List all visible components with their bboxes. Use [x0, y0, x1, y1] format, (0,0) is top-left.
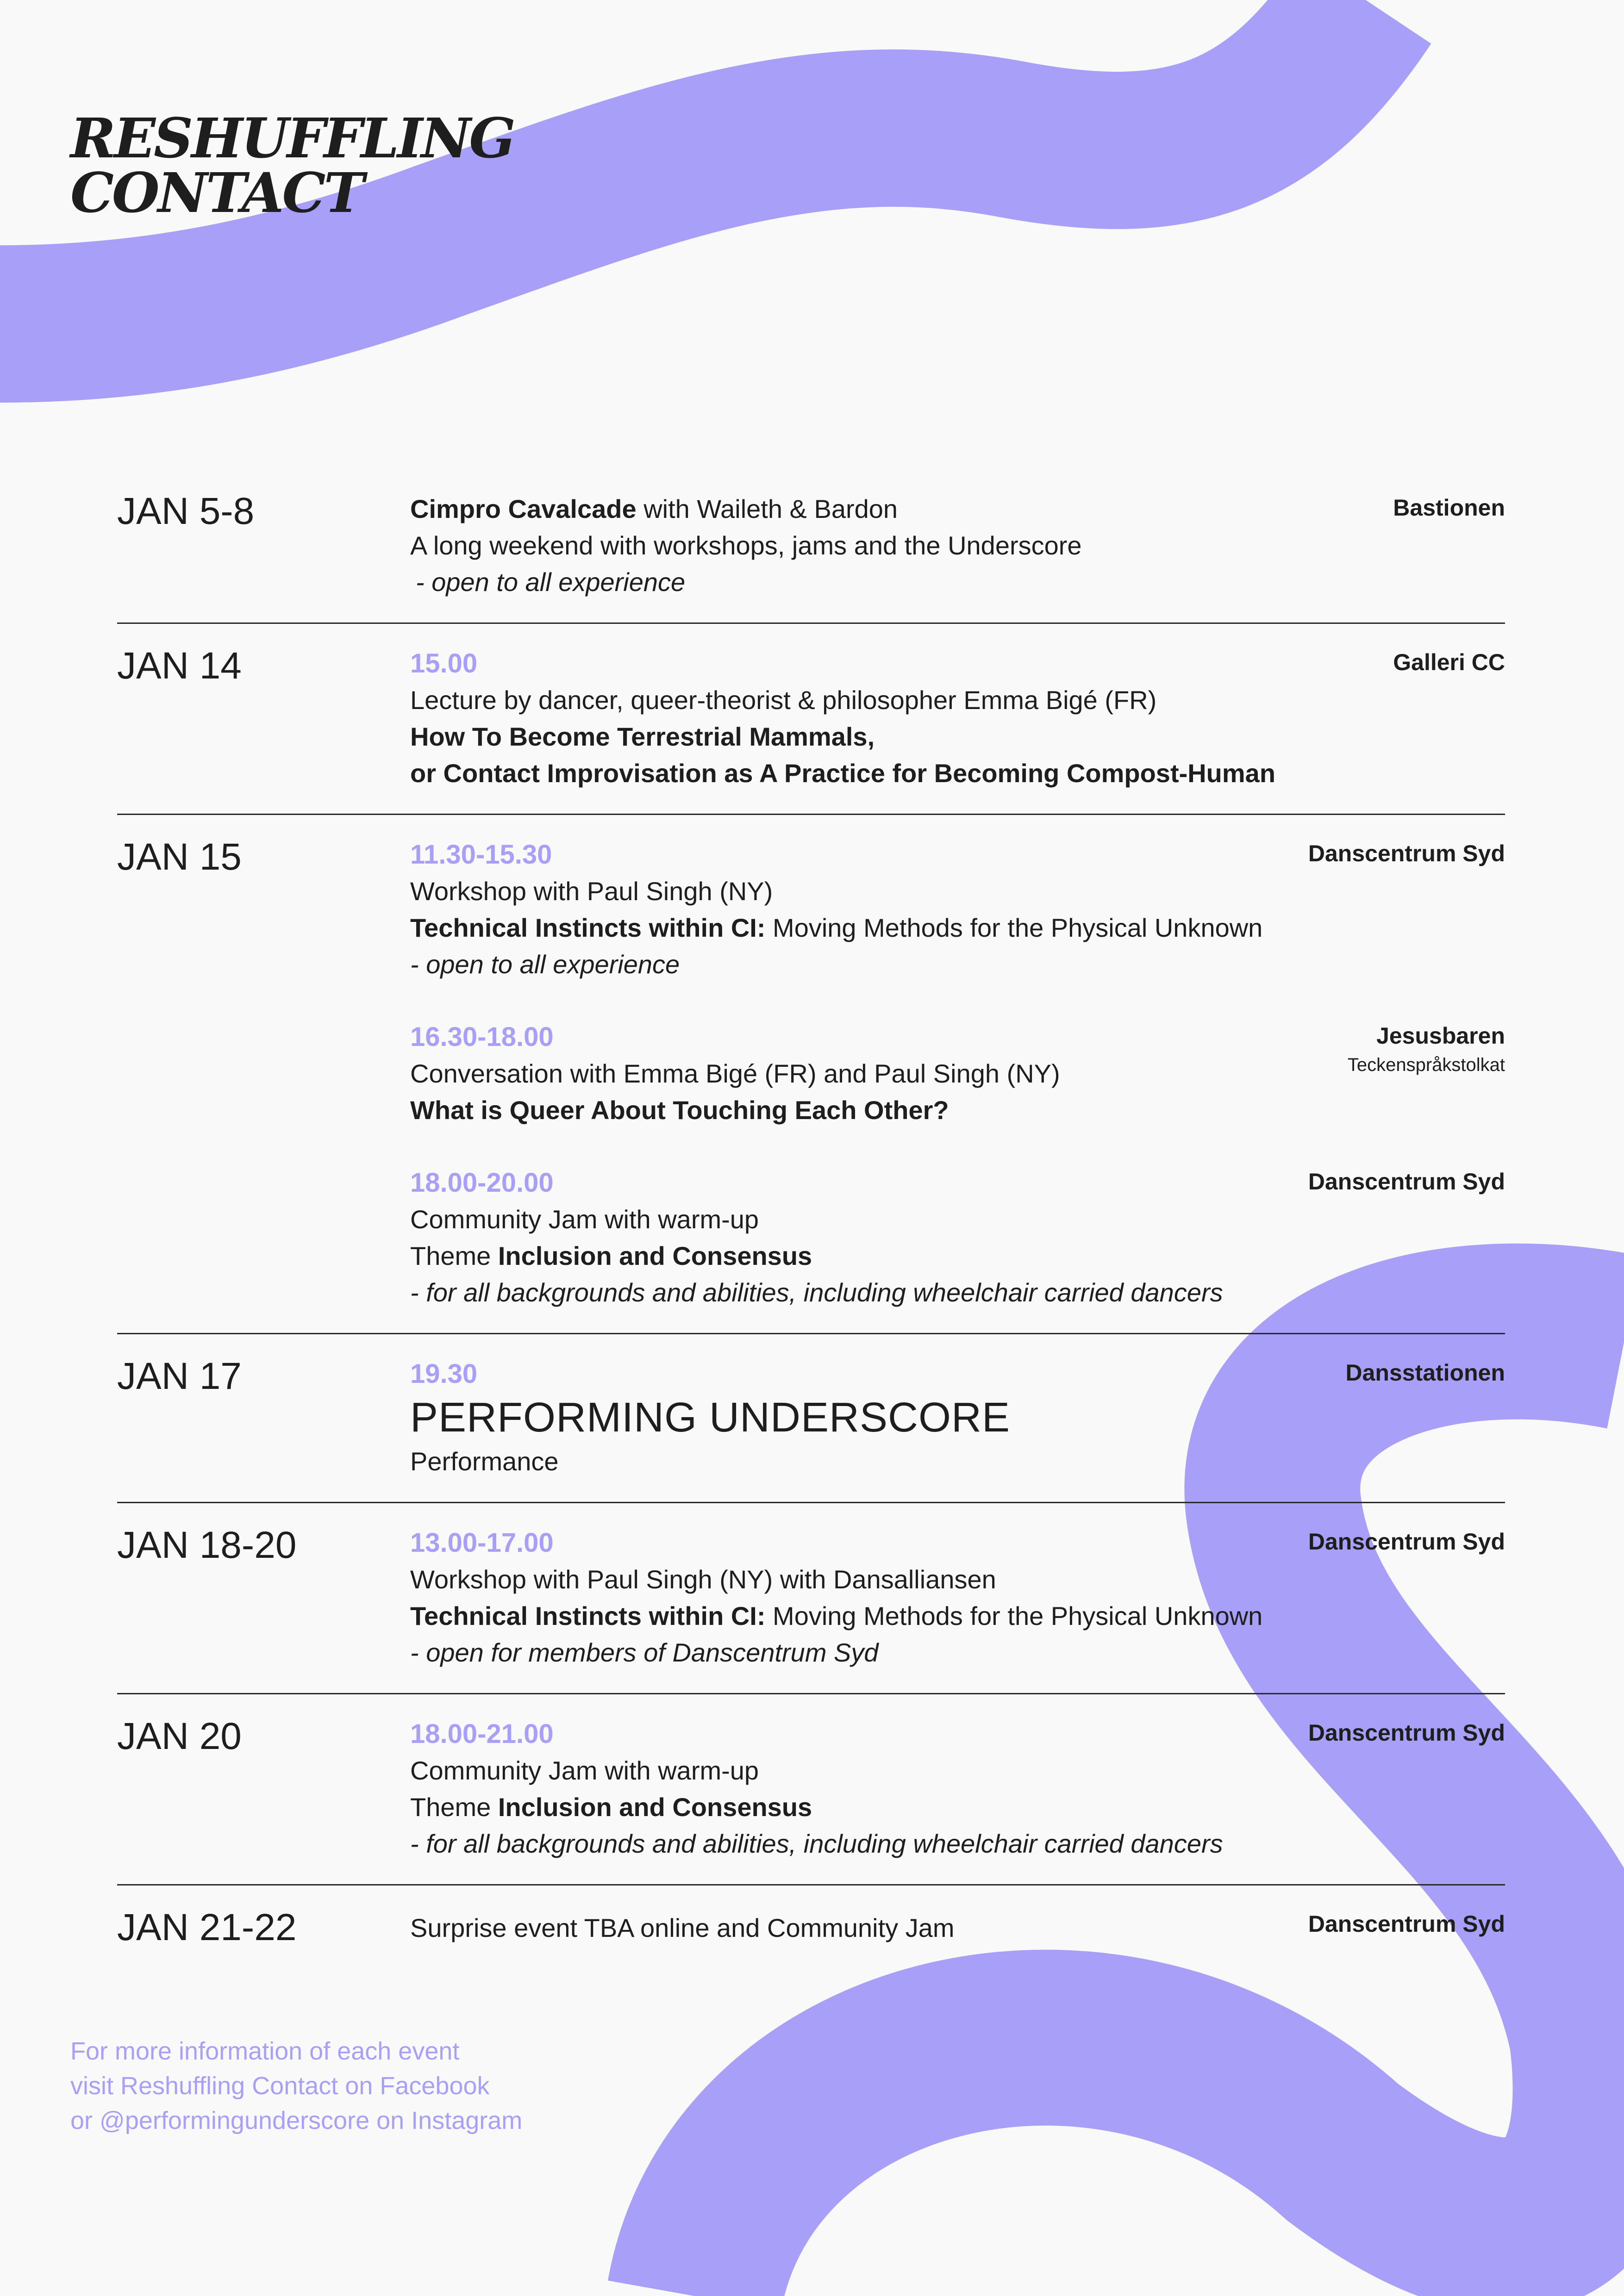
venue-name: Danscentrum Syd: [1308, 1169, 1505, 1195]
event-time: 15.00: [410, 648, 478, 678]
venue: [1393, 491, 1505, 525]
event-date: JAN 18-20: [117, 1524, 297, 1566]
event-description: Community Jam with warm-up: [410, 1756, 759, 1785]
venue-name: Danscentrum Syd: [1308, 1911, 1505, 1937]
schedule-event: [410, 1164, 1505, 1311]
venue-name: Danscentrum Syd: [1308, 1720, 1505, 1746]
event-date: JAN 5-8: [117, 490, 255, 532]
footer-info: [70, 2034, 522, 2138]
event-time: 19.30: [410, 1359, 478, 1389]
schedule-day-jan-17: [117, 1356, 1505, 1503]
title-line-2: CONTACT: [70, 161, 363, 225]
event-title-bold: Cimpro Cavalcade: [410, 494, 637, 523]
theme-name: Inclusion and Consensus: [498, 1241, 812, 1270]
footer-line-2: visit Reshuffling Contact on Facebook: [70, 2072, 490, 2100]
venue-name: Danscentrum Syd: [1308, 840, 1505, 866]
event-title: [410, 1598, 1301, 1634]
venue: [1345, 1356, 1505, 1390]
schedule-day-jan-21-22: [117, 1907, 1505, 1968]
event-subtitle: or Contact Improvisation as A Practice for Becoming Compost-Human: [410, 759, 1276, 788]
event-theme: [410, 1238, 1301, 1274]
venue-name: Danscentrum Syd: [1308, 1529, 1505, 1555]
event-date: JAN 20: [117, 1715, 242, 1757]
event-date: JAN 15: [117, 836, 242, 878]
event-date: JAN 14: [117, 645, 242, 687]
theme-prefix: Theme: [410, 1792, 498, 1822]
title-line-1: RESHUFFLING: [70, 106, 514, 170]
event-description: Workshop with Paul Singh (NY): [410, 877, 773, 906]
event-title: [410, 909, 1301, 946]
event-title: [410, 491, 1301, 527]
event-note: - for all backgrounds and abilities, including wheelchair carried dancers: [410, 1829, 1223, 1858]
event-description: Community Jam with warm-up: [410, 1205, 759, 1234]
venue: [1308, 836, 1505, 871]
schedule-event: [410, 1524, 1505, 1671]
event-title: What is Queer About Touching Each Other?: [410, 1095, 949, 1125]
schedule-day-jan-15: [117, 836, 1505, 1334]
venue-name: Jesusbaren: [1376, 1023, 1505, 1049]
event-description: Lecture by dancer, queer-theorist & philosopher Emma Bigé (FR): [410, 685, 1157, 715]
venue: [1308, 1907, 1505, 1941]
event-note: - for all backgrounds and abilities, including wheelchair carried dancers: [410, 1278, 1223, 1307]
venue-name: Galleri CC: [1393, 649, 1505, 675]
event-title-rest: Moving Methods for the Physical Unknown: [765, 913, 1263, 942]
theme-name: Inclusion and Consensus: [498, 1792, 812, 1822]
event-description: Performance: [410, 1447, 559, 1476]
event-title-bold: Technical Instincts within CI:: [410, 1601, 766, 1630]
schedule-event: [410, 1907, 1505, 1946]
event-time: 18.00-20.00: [410, 1168, 554, 1198]
event-note: - open to all experience: [410, 950, 680, 979]
schedule-event: [410, 1356, 1505, 1480]
venue: [1308, 1164, 1505, 1199]
schedule-event: [410, 491, 1505, 600]
event-date: JAN 17: [117, 1355, 242, 1397]
event-title-rest: with Waileth & Bardon: [636, 494, 898, 523]
venue-name: Bastionen: [1393, 495, 1505, 521]
event-title: How To Become Terrestrial Mammals,: [410, 722, 875, 751]
schedule-day-jan-18-20: [117, 1524, 1505, 1694]
event-description: Workshop with Paul Singh (NY) with Dansalliansen: [410, 1565, 996, 1594]
footer-line-3: or @performingunderscore on Instagram: [70, 2107, 523, 2134]
event-theme: [410, 1789, 1301, 1825]
schedule-day-jan-5-8: [117, 491, 1505, 624]
event-note: - open for members of Danscentrum Syd: [410, 1638, 879, 1667]
schedule-event: [410, 836, 1505, 983]
event-description: A long weekend with workshops, jams and the Underscore: [410, 531, 1082, 560]
theme-prefix: Theme: [410, 1241, 498, 1270]
venue-name: Dansstationen: [1345, 1360, 1505, 1386]
schedule-day-jan-20: [117, 1716, 1505, 1885]
event-time: 18.00-21.00: [410, 1719, 554, 1749]
venue: [1393, 645, 1505, 679]
venue: [1308, 1524, 1505, 1559]
event-date: JAN 21-22: [117, 1906, 297, 1948]
venue-note: Teckenspråkstolkat: [1347, 1055, 1505, 1075]
event-time: 16.30-18.00: [410, 1022, 554, 1052]
event-time: 13.00-17.00: [410, 1528, 554, 1558]
poster-title: [70, 106, 514, 225]
schedule-event: [410, 1019, 1505, 1128]
event-description: Conversation with Emma Bigé (FR) and Paul Singh (NY): [410, 1059, 1060, 1088]
schedule-event: [410, 1716, 1505, 1862]
event-schedule: [117, 491, 1505, 1990]
event-description: Surprise event TBA online and Community Jam: [410, 1913, 955, 1942]
event-time: 11.30-15.30: [410, 840, 552, 870]
venue: [1308, 1716, 1505, 1750]
event-title-rest: Moving Methods for the Physical Unknown: [765, 1601, 1263, 1630]
event-title-bold: Technical Instincts within CI:: [410, 913, 766, 942]
event-note: - open to all experience: [416, 567, 686, 597]
event-headline: PERFORMING UNDERSCORE: [410, 1394, 1011, 1441]
footer-line-1: For more information of each event: [70, 2037, 460, 2065]
schedule-event: [410, 645, 1505, 791]
schedule-day-jan-14: [117, 645, 1505, 815]
venue: [1348, 1019, 1505, 1077]
